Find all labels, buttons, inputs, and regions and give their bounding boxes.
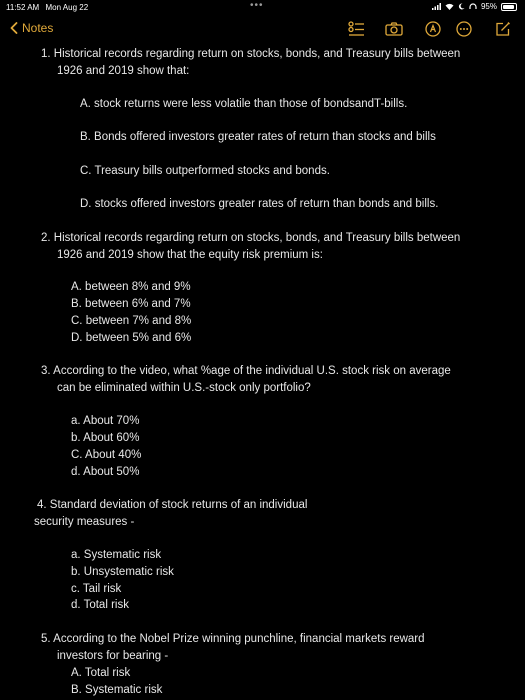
- markup-pen-icon: [425, 21, 441, 37]
- question-3-option-a: a. About 70%: [71, 415, 140, 427]
- cellular-signal-icon: [432, 3, 441, 10]
- checklist-button[interactable]: [348, 20, 366, 38]
- question-3-option-b: b. About 60%: [71, 432, 140, 444]
- back-button[interactable]: [10, 21, 53, 35]
- status-time: 11:52 AM: [6, 3, 40, 12]
- question-1-option-c: C. Treasury bills outperformed stocks and bonds.: [80, 165, 330, 177]
- question-2-option-b: B. between 6% and 7%: [71, 298, 191, 310]
- question-5-option-b: B. Systematic risk: [71, 684, 163, 696]
- markup-button[interactable]: [424, 20, 442, 38]
- headphones-icon: [469, 3, 477, 10]
- camera-icon: [385, 22, 403, 36]
- question-2-option-d: D. between 5% and 6%: [71, 332, 192, 344]
- question-1-option-a: A. stock returns were less volatile than those of bondsandT-bills.: [80, 98, 408, 110]
- question-3-option-d: d. About 50%: [71, 466, 140, 478]
- question-1-option-b: B. Bonds offered investors greater rates of return than stocks and bills: [80, 131, 436, 143]
- question-5-stem-line-2: investors for bearing -: [57, 650, 169, 662]
- compose-button[interactable]: [494, 20, 512, 38]
- question-4-option-b: b. Unsystematic risk: [71, 566, 174, 578]
- battery-percentage: 95%: [480, 2, 497, 11]
- checklist-icon: [348, 21, 366, 37]
- question-1-option-d: D. stocks offered investors greater rates of return than bonds and bills.: [80, 198, 439, 210]
- wifi-icon: [445, 3, 454, 10]
- question-4-option-d: d. Total risk: [71, 599, 129, 611]
- moon-icon: [458, 3, 465, 10]
- question-4-option-a: a. Systematic risk: [71, 549, 162, 561]
- question-4-stem-line-2: security measures -: [34, 516, 135, 528]
- toolbar: [0, 18, 525, 40]
- question-2-stem-line-1: 2. Historical records regarding return on stocks, bonds, and Treasury bills between: [41, 232, 461, 244]
- multitasking-dots-icon[interactable]: •••: [250, 0, 264, 11]
- more-button[interactable]: [455, 20, 473, 38]
- question-1-stem-line-1: 1. Historical records regarding return on stocks, bonds, and Treasury bills between: [41, 48, 461, 60]
- status-date: Mon Aug 22: [45, 3, 89, 12]
- question-5-option-a: A. Total risk: [71, 667, 131, 679]
- camera-button[interactable]: [385, 20, 403, 38]
- question-2-option-c: C. between 7% and 8%: [71, 315, 192, 327]
- battery-icon: [501, 3, 517, 11]
- question-3-stem-line-1: 3. According to the video, what %age of the individual U.S. stock risk on average: [41, 365, 451, 377]
- question-3-stem-line-2: can be eliminated within U.S.-stock only portfolio?: [57, 382, 311, 394]
- ellipsis-circle-icon: [456, 21, 472, 37]
- question-1-stem-line-2: 1926 and 2019 show that:: [57, 65, 190, 77]
- question-3-option-c: C. About 40%: [71, 449, 142, 461]
- question-4-option-c: c. Tail risk: [71, 583, 122, 595]
- compose-icon: [495, 21, 511, 37]
- question-2-option-a: A. between 8% and 9%: [71, 281, 191, 293]
- question-5-stem-line-1: 5. According to the Nobel Prize winning punchline, financial markets reward: [41, 633, 425, 645]
- status-bar: [0, 0, 525, 14]
- question-2-stem-line-2: 1926 and 2019 show that the equity risk premium is:: [57, 249, 323, 261]
- chevron-left-icon: [10, 22, 18, 34]
- question-4-stem-line-1: 4. Standard deviation of stock returns of an individual: [37, 499, 308, 511]
- back-label: Notes: [22, 21, 54, 35]
